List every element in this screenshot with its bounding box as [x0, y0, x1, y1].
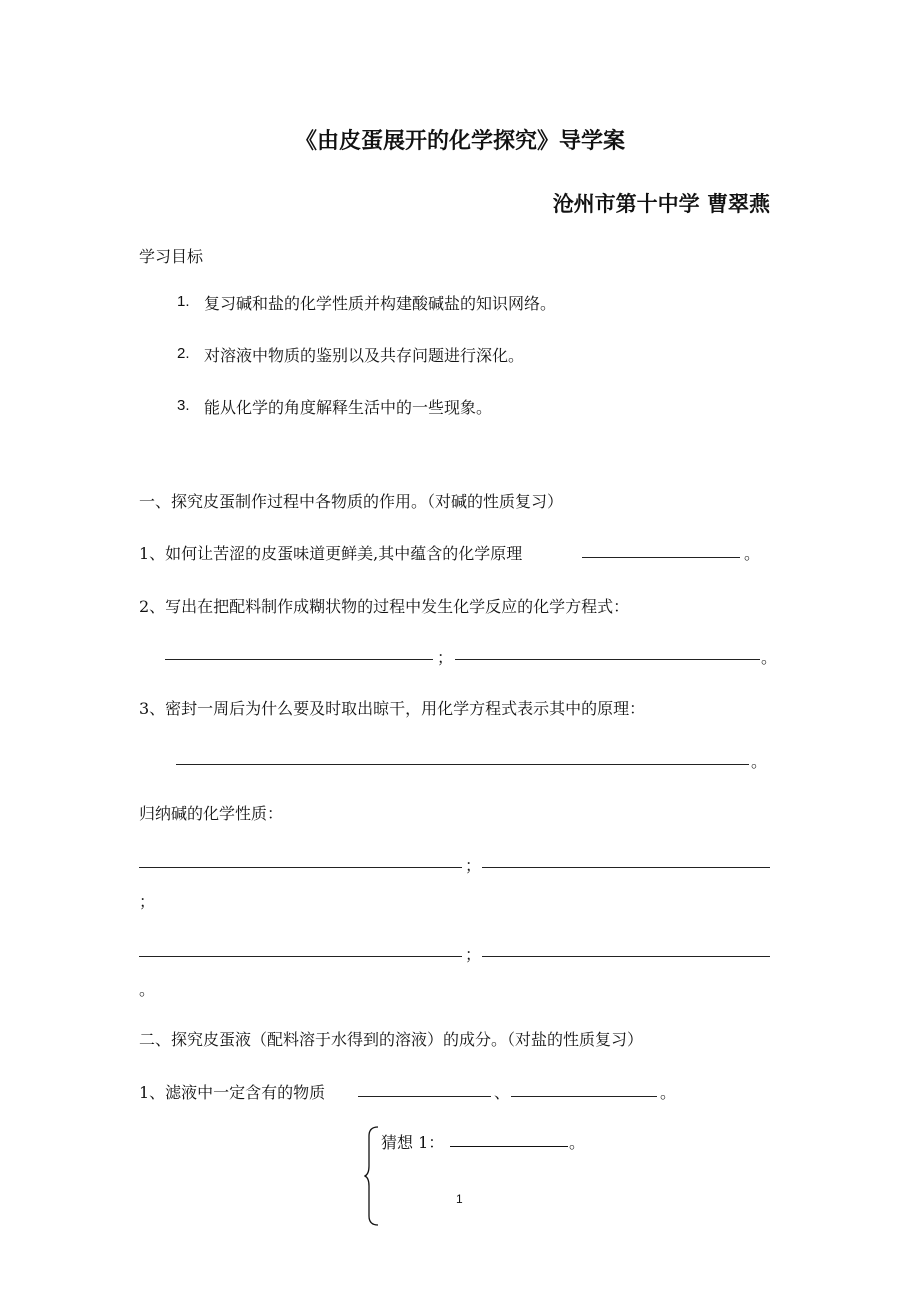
punctuation: 。 [569, 1133, 586, 1152]
answer-blank[interactable] [139, 867, 462, 868]
punctuation: ； [437, 648, 454, 667]
objective-number: 2. [177, 345, 190, 362]
objectives-heading: 学习目标 [139, 247, 204, 266]
answer-blank[interactable] [455, 659, 760, 660]
answer-blank[interactable] [165, 659, 433, 660]
section1-q1: 1、如何让苦涩的皮蛋味道更鲜美,其中蕴含的化学原理 [139, 544, 523, 563]
answer-blank[interactable] [358, 1096, 491, 1097]
section1-summary: 归纳碱的化学性质： [139, 804, 284, 823]
guess-1-label: 猜想 1： [381, 1133, 445, 1152]
punctuation: 。 [139, 980, 156, 999]
objective-number: 1. [177, 293, 190, 310]
punctuation: 。 [751, 752, 768, 771]
objective-number: 3. [177, 397, 190, 414]
objective-text: 能从化学的角度解释生活中的一些现象。 [204, 398, 493, 417]
objective-text: 复习碱和盐的化学性质并构建酸碱盐的知识网络。 [204, 294, 557, 313]
punctuation: ； [465, 945, 482, 964]
answer-blank[interactable] [139, 956, 462, 957]
answer-blank[interactable] [482, 956, 770, 957]
answer-blank[interactable] [582, 557, 740, 558]
punctuation: 。 [761, 648, 778, 667]
section2-heading: 二、探究皮蛋液（配料溶于水得到的溶液）的成分。（对盐的性质复习） [139, 1030, 644, 1049]
punctuation: 。 [744, 544, 761, 563]
page-title: 《由皮蛋展开的化学探究》导学案 [294, 128, 625, 154]
section1-heading: 一、探究皮蛋制作过程中各物质的作用。（对碱的性质复习） [139, 492, 564, 511]
page-number: 1 [456, 1192, 463, 1206]
punctuation: 。 [660, 1083, 677, 1102]
author-line: 沧州市第十中学 曹翠燕 [552, 191, 770, 216]
punctuation: 、 [494, 1083, 511, 1102]
curly-brace-icon [364, 1126, 380, 1226]
punctuation: ； [139, 892, 156, 911]
section1-q2: 2、写出在把配料制作成糊状物的过程中发生化学反应的化学方程式： [139, 597, 630, 616]
answer-blank[interactable] [176, 764, 749, 765]
answer-blank[interactable] [482, 867, 770, 868]
objective-text: 对溶液中物质的鉴别以及共存问题进行深化。 [204, 346, 525, 365]
section1-q3: 3、密封一周后为什么要及时取出晾干，用化学方程式表示其中的原理： [139, 699, 646, 718]
punctuation: ； [465, 856, 482, 875]
answer-blank[interactable] [450, 1146, 568, 1147]
answer-blank[interactable] [511, 1096, 657, 1097]
section2-q1: 1、滤液中一定含有的物质 [139, 1083, 326, 1102]
